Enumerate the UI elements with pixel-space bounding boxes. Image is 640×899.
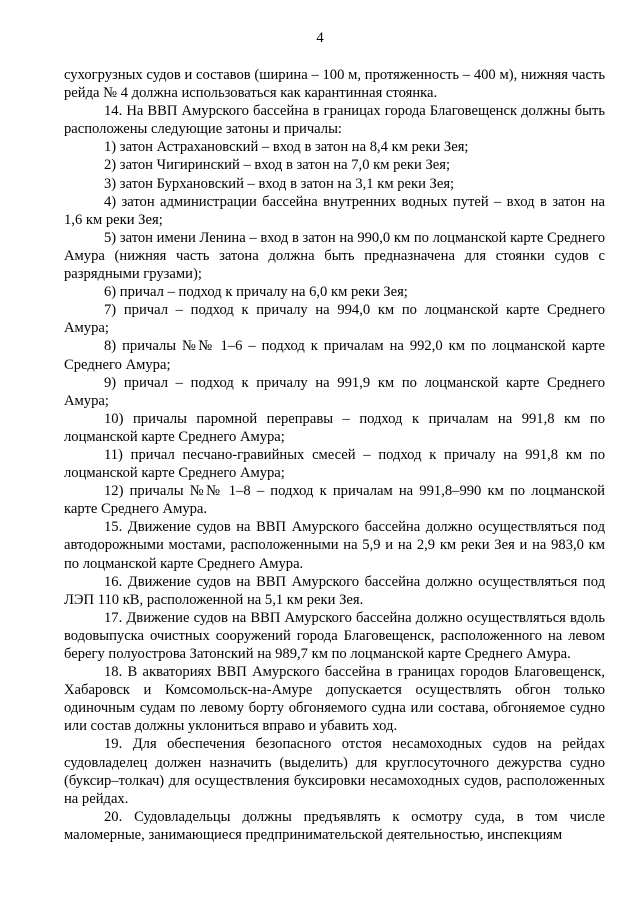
list-item-1: 1) затон Астрахановский – вход в затон на 8,4 км реки Зея; (104, 139, 469, 156)
list-item-5: 5) затон имени Ленина – вход в затон на 990,0 км по лоцманской карте Среднего Амура (нижняя часть затона должна быть предназначена для стоянки судов с разрядными грузами); (64, 229, 605, 283)
paragraph-continuation: сухогрузных судов и составов (ширина – 100 м, протяженность – 400 м), нижняя часть рейда № 4 должна использоваться как карантинная стоянка. (64, 67, 605, 102)
list-item-10: 10) причалы паромной переправы – подход к причалам на 991,8 км по лоцманской карте Среднего Амура; (64, 410, 605, 445)
list-item-6: 6) причал – подход к причалу на 6,0 км реки Зея; (104, 284, 408, 301)
paragraph-item-14: 14. На ВВП Амурского бассейна в границах города Благовещенск должны быть расположены следующие затоны и причалы: (64, 103, 605, 138)
list-item-9: 9) причал – подход к причалу на 991,9 км по лоцманской карте Среднего Амура; (64, 374, 605, 409)
paragraph-item-17: 17. Движение судов на ВВП Амурского бассейна должно осуществляться вдоль водовыпуска очистных сооружений города Благовещенск, расположенного на левом берегу полуострова Затонский на 989,7 км по лоцманской карте Среднего Амура. (64, 609, 605, 662)
paragraph-item-20: 20. Судовладельцы должны предъявлять к осмотру суда, в том числе маломерные, занимающиеся предпринимательской деятельностью, инспекциям (64, 808, 605, 843)
paragraph-item-15: 15. Движение судов на ВВП Амурского бассейна должно осуществляться под автодорожными мостами, расположенными на 5,9 и на 2,9 км реки Зея и на 983,0 км по лоцманской карте Среднего Амура. (64, 519, 605, 572)
paragraph-item-18: 18. В акваториях ВВП Амурского бассейна в границах городов Благовещенск, Хабаровск и Комсомольск-на-Амуре допускается осуществлять обгон только одиночным судам по левому борту обгоняемого судна или состава, обгоняемое судно или состав должны уклониться вправо и убавить ход. (64, 664, 605, 735)
list-item-3: 3) затон Бурхановский – вход в затон на 3,1 км реки Зея; (104, 175, 455, 192)
list-item-12: 12) причалы №№ 1–8 – подход к причалам на 991,8–990 км по лоцманской карте Среднего Амура. (64, 483, 605, 518)
list-item-7: 7) причал – подход к причалу на 994,0 км по лоцманской карте Среднего Амура; (64, 302, 605, 337)
paragraph-item-19: 19. Для обеспечения безопасного отстоя несамоходных судов на рейдах судовладелец должен назначить (выделить) для круглосуточного дежурства судно (буксир–толкач) для осуществления буксировки несамоходных судов, расположенных на рейдах. (64, 736, 605, 807)
list-item-8: 8) причалы №№ 1–6 – подход к причалам на 992,0 км по лоцманской карте Среднего Амура; (64, 338, 605, 373)
page-number: 4 (316, 30, 324, 46)
paragraph-item-16: 16. Движение судов на ВВП Амурского бассейна должно осуществляться под ЛЭП 110 кВ, расположенной на 5,1 км реки Зея. (64, 573, 605, 608)
list-item-11: 11) причал песчано-гравийных смесей – подход к причалу на 991,8 км по лоцманской карте Среднего Амура; (64, 446, 605, 482)
list-item-4: 4) затон администрации бассейна внутренних водных путей – вход в затон на 1,6 км реки Зея; (64, 193, 605, 228)
document-body (64, 66, 605, 844)
list-item-2: 2) затон Чигиринский – вход в затон на 7,0 км реки Зея; (104, 157, 451, 174)
